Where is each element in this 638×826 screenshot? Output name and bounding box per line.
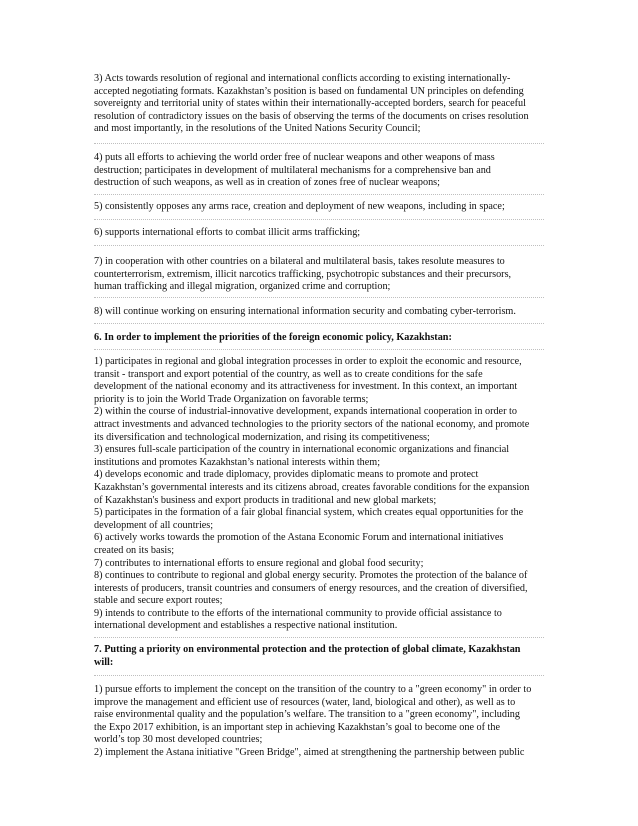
paragraph-item-6 xyxy=(94,227,544,240)
text-line: human trafficking and illegal migration, organized crime and corruption; xyxy=(94,281,391,293)
text-line: interests of producers, transit countries and consumers of energy resources, and the creation of diversified, xyxy=(94,582,528,594)
text-line: 1) pursue efforts to implement the concept on the transition of the country to a "green economy" in order to xyxy=(94,684,532,695)
section-6-body xyxy=(94,356,544,633)
text-line: accepted negotiating formats. Kazakhstan’s position is based on fundamental UN principles on defending xyxy=(94,85,524,97)
text-line: 7) contributes to international efforts to ensure regional and global food security; xyxy=(94,557,424,569)
text-line: 3) ensures full-scale participation of the country in international economic organizations and financial xyxy=(94,444,510,456)
text-line: international development and establishes a respective national institution. xyxy=(94,620,398,632)
text-line: of Kazakhstan's business and export products in traditional and new global markets; xyxy=(94,494,437,506)
text-line: destruction; participates in development of multilateral mechanisms for a comprehensive ban and xyxy=(94,164,491,176)
text-line: 4) puts all efforts to achieving the world order free of nuclear weapons and other weapons of mass xyxy=(94,152,495,163)
text-line: 3) Acts towards resolution of regional and international conflicts according to existing internationally- xyxy=(94,73,511,84)
text-line: world’s top 30 most developed countries; xyxy=(94,734,263,746)
text-line: 7) in cooperation with other countries on a bilateral and multilateral basis, takes resolute measures to xyxy=(94,256,505,267)
text-line: Kazakhstan’s governmental interests and its citizens abroad, creates favorable conditions for the expansion xyxy=(94,481,530,493)
text-line: 6) actively works towards the promotion of the Astana Economic Forum and international initiatives xyxy=(94,532,504,544)
text-line: attract investments and advanced technologies to the priority sectors of the national economy, and promote xyxy=(94,418,530,430)
heading-line: 6. In order to implement the priorities of the foreign economic policy, Kazakhstan: xyxy=(94,332,452,343)
text-line: 2) implement the Astana initiative "Green Bridge", aimed at strengthening the partnership between public xyxy=(94,746,525,758)
text-line: the Expo 2017 exhibition, is an important step in achieving Kazakhstan’s goal to become one of the xyxy=(94,721,500,733)
text-line: 1) participates in regional and global integration processes in order to exploit the economic and resource, xyxy=(94,356,522,367)
section-heading-6 xyxy=(94,332,544,345)
text-line: created on its basis; xyxy=(94,544,175,556)
text-line: sovereignty and territorial unity of states within their internationally-accepted borders, search for peaceful xyxy=(94,98,526,110)
paragraph-divider xyxy=(94,143,544,144)
text-line: resolution of contradictory issues on the basis of observing the terms of the documents on crises resolution xyxy=(94,110,529,122)
text-line: 6) supports international efforts to combat illicit arms trafficking; xyxy=(94,227,361,238)
paragraph-divider xyxy=(94,194,544,195)
text-line: and most importantly, in the resolutions of the United Nations Security Council; xyxy=(94,123,421,135)
paragraph-item-5 xyxy=(94,201,544,214)
text-line: priority is to join the World Trade Organization on favorable terms; xyxy=(94,393,369,405)
paragraph-divider xyxy=(94,245,544,246)
paragraph-item-7 xyxy=(94,256,544,294)
paragraph-item-8 xyxy=(94,306,544,319)
paragraph-divider xyxy=(94,349,544,350)
text-line: improve the management and efficient use of resources (water, land, biological and other), as well as to xyxy=(94,696,516,708)
text-line: 5) consistently opposes any arms race, creation and deployment of new weapons, including in space; xyxy=(94,201,505,212)
heading-line: 7. Putting a priority on environmental protection and the protection of global climate, Kazakhstan xyxy=(94,644,521,655)
paragraph-divider xyxy=(94,675,544,676)
text-line: 2) within the course of industrial-innovative development, expands international cooperation in order to xyxy=(94,406,517,418)
paragraph-divider xyxy=(94,219,544,220)
text-line: institutions and promotes Kazakhstan’s national interests within them; xyxy=(94,456,381,468)
text-line: development of all countries; xyxy=(94,519,214,531)
text-line: transit - transport and export potential of the country, as well as to create conditions for the safe xyxy=(94,368,483,380)
heading-line: will: xyxy=(94,656,114,668)
text-line: development of the national economy and its attractiveness for investment. In this context, an important xyxy=(94,381,518,393)
paragraph-divider xyxy=(94,297,544,298)
paragraph-item-3 xyxy=(94,73,544,136)
paragraph-item-4 xyxy=(94,152,544,190)
text-line: stable and secure export routes; xyxy=(94,595,223,607)
section-7-body xyxy=(94,684,544,760)
text-line: counterterrorism, extremism, illicit narcotics trafficking, psychotropic substances and their precursors, xyxy=(94,268,512,280)
text-line: 9) intends to contribute to the efforts of the international community to provide official assistance to xyxy=(94,607,502,619)
text-line: 8) will continue working on ensuring international information security and combating cyber-terrorism. xyxy=(94,306,516,317)
text-line: destruction of such weapons, as well as in creation of zones free of nuclear weapons; xyxy=(94,177,440,189)
text-line: 4) develops economic and trade diplomacy, provides diplomatic means to promote and protect xyxy=(94,469,479,481)
paragraph-divider xyxy=(94,323,544,324)
text-line: 5) participates in the formation of a fair global financial system, which creates equal opportunities for the xyxy=(94,507,524,519)
section-heading-7 xyxy=(94,644,544,669)
text-line: its diversification and technological modernization, and rising its competitiveness; xyxy=(94,431,430,443)
paragraph-divider xyxy=(94,637,544,638)
text-line: 8) continues to contribute to regional and global energy security. Promotes the protection of the balance of xyxy=(94,570,528,582)
text-line: raise environmental quality and the population’s welfare. The transition to a "green economy", including xyxy=(94,709,520,721)
